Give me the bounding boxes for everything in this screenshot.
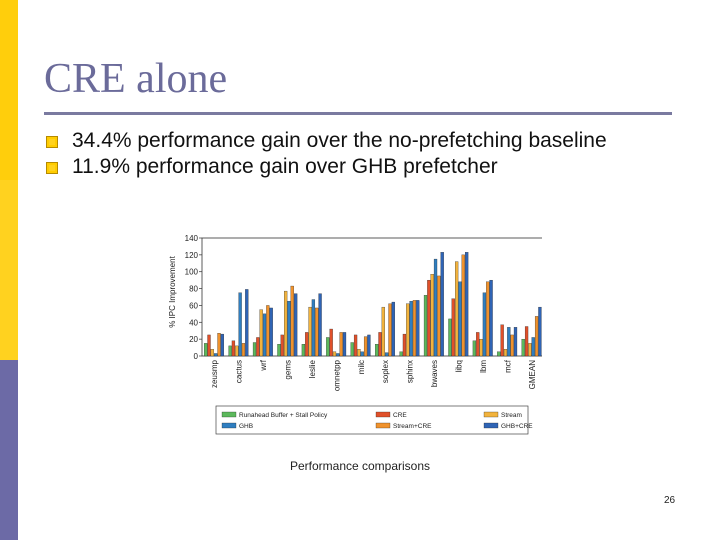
x-tick-label: lbm xyxy=(478,360,488,373)
bar xyxy=(532,337,535,356)
bar xyxy=(382,307,385,356)
figure-caption: Performance comparisons xyxy=(289,459,431,473)
title-divider xyxy=(44,112,672,115)
y-axis-label: % IPC Improvement xyxy=(168,256,177,328)
x-tick-label: GMEAN xyxy=(527,360,537,390)
legend-label: Runahead Buffer + Stall Policy xyxy=(239,412,328,419)
y-tick-label: 100 xyxy=(184,267,198,277)
bar xyxy=(361,352,364,356)
y-tick-label: 40 xyxy=(189,318,198,328)
bar xyxy=(319,294,322,356)
plot-area xyxy=(185,234,542,391)
bullet-square-icon xyxy=(46,136,58,148)
bar xyxy=(221,334,224,356)
slide-title: CRE alone xyxy=(44,56,228,102)
y-tick-label: 140 xyxy=(184,234,198,243)
bar xyxy=(455,262,458,356)
bar xyxy=(260,310,263,356)
x-tick-label: mcf xyxy=(503,360,513,373)
bar xyxy=(410,301,413,356)
bar xyxy=(284,291,287,356)
bar xyxy=(357,349,360,356)
bar xyxy=(459,282,462,356)
bar xyxy=(538,307,541,356)
bar xyxy=(385,353,388,356)
bar xyxy=(277,344,280,356)
bar xyxy=(511,335,514,356)
bar xyxy=(507,327,510,356)
y-tick-label: 120 xyxy=(184,250,198,260)
bar xyxy=(309,307,312,356)
legend-swatch xyxy=(222,423,236,428)
bar xyxy=(242,343,245,356)
bar xyxy=(486,282,489,356)
bar xyxy=(379,332,382,356)
bar xyxy=(281,335,284,356)
bar xyxy=(403,334,406,356)
legend-box xyxy=(216,406,528,434)
bar xyxy=(406,304,409,356)
bar xyxy=(245,289,248,356)
bar xyxy=(465,252,468,356)
bar xyxy=(291,286,294,356)
bar xyxy=(473,341,476,356)
side-bar-yellow-top xyxy=(0,0,18,180)
bar xyxy=(427,280,430,356)
bar xyxy=(343,332,346,356)
bar xyxy=(504,349,507,356)
legend-label: Stream+CRE xyxy=(393,423,432,430)
bar xyxy=(476,332,479,356)
page-number: 26 xyxy=(664,495,676,506)
x-tick-label: wrf xyxy=(259,360,269,371)
bar xyxy=(490,280,493,356)
side-bar-purple xyxy=(0,360,18,540)
bar xyxy=(266,305,269,356)
bar xyxy=(333,352,336,356)
bar xyxy=(525,327,528,357)
bar xyxy=(302,344,305,356)
bar xyxy=(330,329,333,356)
bar xyxy=(400,352,403,356)
bar xyxy=(204,343,207,356)
bar xyxy=(315,308,318,356)
y-tick-label: 60 xyxy=(189,301,198,311)
y-tick-label: 20 xyxy=(189,335,198,345)
bar xyxy=(218,333,221,356)
bar xyxy=(367,335,370,356)
bar xyxy=(501,325,504,356)
bar xyxy=(431,274,434,356)
bar xyxy=(253,343,256,356)
x-tick-label: omnetpp xyxy=(332,360,342,392)
bar xyxy=(364,337,367,356)
bullet-list xyxy=(44,128,664,180)
bar xyxy=(437,276,440,356)
x-tick-label: leslie xyxy=(307,360,317,379)
bar xyxy=(441,252,444,356)
x-tick-label: zeusmp xyxy=(210,360,220,389)
y-tick-label: 80 xyxy=(189,284,198,294)
x-tick-label: libq xyxy=(454,360,464,373)
bar xyxy=(528,343,531,356)
legend-swatch xyxy=(376,423,390,428)
bar xyxy=(256,337,259,356)
bullet-text: 11.9% performance gain over GHB prefetcher xyxy=(72,155,498,178)
legend-label: CRE xyxy=(393,412,407,419)
x-tick-label: cactus xyxy=(234,360,244,384)
bar xyxy=(452,299,455,356)
bar xyxy=(288,301,291,356)
bar xyxy=(208,335,211,356)
bar xyxy=(413,300,416,356)
legend-label: Stream xyxy=(501,412,522,419)
bar xyxy=(270,308,273,356)
bar xyxy=(312,300,315,356)
x-tick-label: gems xyxy=(283,360,293,380)
legend-swatch xyxy=(222,412,236,417)
bar xyxy=(483,293,486,356)
bullet-item xyxy=(44,154,664,180)
bar xyxy=(448,319,451,356)
legend-swatch xyxy=(484,412,498,417)
bar xyxy=(480,339,483,356)
bar xyxy=(326,337,329,356)
bar xyxy=(514,327,517,356)
bar xyxy=(239,293,242,356)
bullet-text: 34.4% performance gain over the no-prefetching baseline xyxy=(72,129,607,152)
bar xyxy=(211,349,214,356)
legend-swatch xyxy=(484,423,498,428)
x-tick-label: sphinx xyxy=(405,360,415,384)
bar xyxy=(434,259,437,356)
legend xyxy=(216,406,533,434)
bar xyxy=(340,332,343,356)
legend-label: GHB+CRE xyxy=(501,423,533,430)
bar xyxy=(389,304,392,356)
legend-label: GHB xyxy=(239,423,254,430)
bar xyxy=(497,352,500,356)
bar xyxy=(305,332,308,356)
bar xyxy=(522,339,525,356)
bar xyxy=(235,346,238,356)
x-tick-label: soplex xyxy=(381,360,391,384)
y-tick-label: 0 xyxy=(193,352,198,361)
x-tick-label: milc xyxy=(356,360,366,375)
bar xyxy=(229,346,232,356)
bar xyxy=(375,344,378,356)
bar xyxy=(336,353,339,356)
bar xyxy=(232,341,235,356)
bullet-square-icon xyxy=(46,162,58,174)
bar xyxy=(392,302,395,356)
performance-chart xyxy=(162,230,542,440)
bar xyxy=(535,316,538,356)
bar xyxy=(424,295,427,356)
bar xyxy=(462,255,465,356)
bar xyxy=(416,300,419,356)
bar xyxy=(294,294,297,356)
bullet-item xyxy=(44,128,664,154)
bar xyxy=(263,314,266,356)
x-tick-label: bwaves xyxy=(430,360,440,388)
bar xyxy=(214,353,217,356)
bar xyxy=(351,343,354,356)
bar xyxy=(354,335,357,356)
legend-swatch xyxy=(376,412,390,417)
